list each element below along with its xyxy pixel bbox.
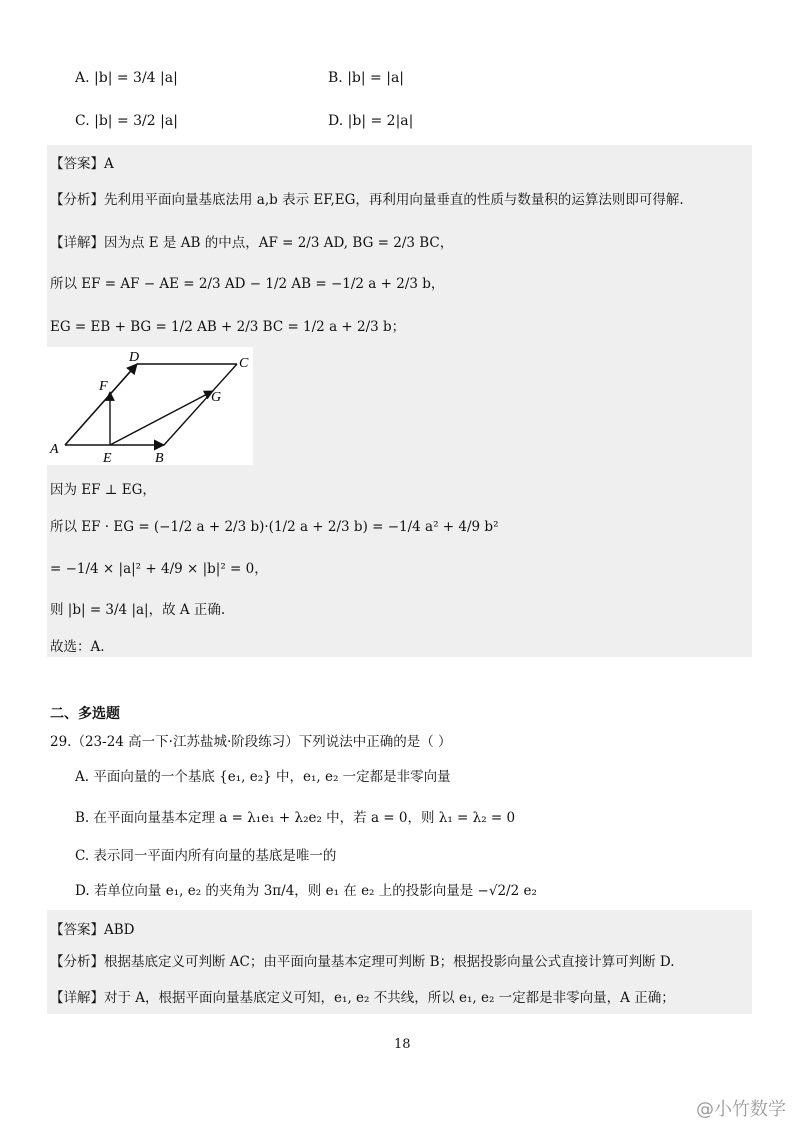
q28-detail-5: 所以 EF · EG = (−1/2 a + 2/3 b)·(1/2 a + 2/3 b) = −1/4 a² + 4/9 b²	[50, 519, 499, 535]
q28-conclusion: 故选：A.	[50, 639, 105, 655]
option-text: 若单位向量 e₁, e₂ 的夹角为 3π/4，则 e₁ 在 e₂ 上的投影向量是 −√2/2 e₂	[93, 883, 537, 899]
option-label: B.	[75, 810, 90, 826]
q29-analysis: 【分析】根据基底定义可判断 AC；由平面向量基本定理可判断 B；根据投影向量公式直接计算可判断 D.	[50, 954, 675, 970]
q29-stem: 29.（23-24 高一下·江苏盐城·阶段练习）下列说法中正确的是（ ）	[50, 734, 452, 750]
q29-detail: 【详解】对于 A，根据平面向量基底定义可知，e₁, e₂ 不共线，所以 e₁, e₂ 一定都是非零向量，A 正确；	[50, 990, 675, 1006]
q28-detail-3: EG = EB + BG = 1/2 AB + 2/3 BC = 1/2 a + 2/3 b；	[50, 319, 406, 335]
q29-option-a	[75, 765, 451, 785]
q28-detail-2: 所以 EF = AF − AE = 2/3 AD − 1/2 AB = −1/2 a + 2/3 b，	[50, 276, 445, 292]
option-label: D.	[75, 883, 90, 899]
option-label: A.	[75, 70, 90, 86]
page-number: 18	[394, 1037, 411, 1052]
option-label: C.	[75, 848, 90, 864]
watermark: @小竹数学	[696, 1099, 786, 1120]
q28-detail-4: 因为 EF ⊥ EG，	[50, 482, 156, 498]
q28-option-d	[328, 113, 413, 129]
option-text: 表示同一平面内所有向量的基底是唯一的	[93, 848, 337, 864]
q29-option-b	[75, 806, 515, 826]
q29-answer: 【答案】ABD	[50, 922, 135, 938]
q28-option-b	[328, 70, 404, 86]
option-label: B.	[328, 70, 343, 86]
q28-option-a	[75, 70, 178, 86]
q28-answer: 【答案】A	[50, 156, 114, 172]
option-text: 在平面向量基本定理 a = λ₁e₁ + λ₂e₂ 中，若 a = 0，则 λ₁ = λ₂ = 0	[93, 810, 516, 826]
label-C: C	[239, 356, 249, 371]
option-text: |b| = 3/2 |a|	[94, 113, 178, 129]
label-F: F	[99, 379, 108, 394]
label-A: A	[50, 442, 59, 457]
option-label: D.	[328, 113, 344, 129]
option-label: A.	[75, 769, 90, 785]
option-text: 平面向量的一个基底 {e₁, e₂} 中，e₁, e₂ 一定都是非零向量	[93, 769, 451, 785]
q28-detail-1: 【详解】因为点 E 是 AB 的中点，AF = 2/3 AD, BG = 2/3 BC，	[50, 235, 454, 251]
q29-option-d	[75, 879, 537, 899]
label-D: D	[129, 350, 140, 365]
label-E: E	[103, 451, 112, 465]
parallelogram-figure	[47, 347, 253, 465]
q28-analysis: 【分析】先利用平面向量基底法用 a,b 表示 EF,EG，再利用向量垂直的性质与数量积的运算法则即可得解.	[50, 192, 684, 208]
q28-detail-7: 则 |b| = 3/4 |a|，故 A 正确.	[50, 602, 226, 618]
section-title: 二、多选题	[50, 706, 120, 722]
q28-option-c	[75, 113, 178, 129]
option-label: C.	[75, 113, 90, 129]
q28-detail-6: = −1/4 × |a|² + 4/9 × |b|² = 0，	[50, 561, 268, 577]
label-B: B	[155, 451, 164, 465]
q29-option-c	[75, 844, 336, 864]
label-G: G	[211, 390, 222, 405]
option-text: |b| = 2|a|	[347, 113, 414, 129]
option-text: |b| = |a|	[347, 70, 405, 86]
option-text: |b| = 3/4 |a|	[94, 70, 178, 86]
